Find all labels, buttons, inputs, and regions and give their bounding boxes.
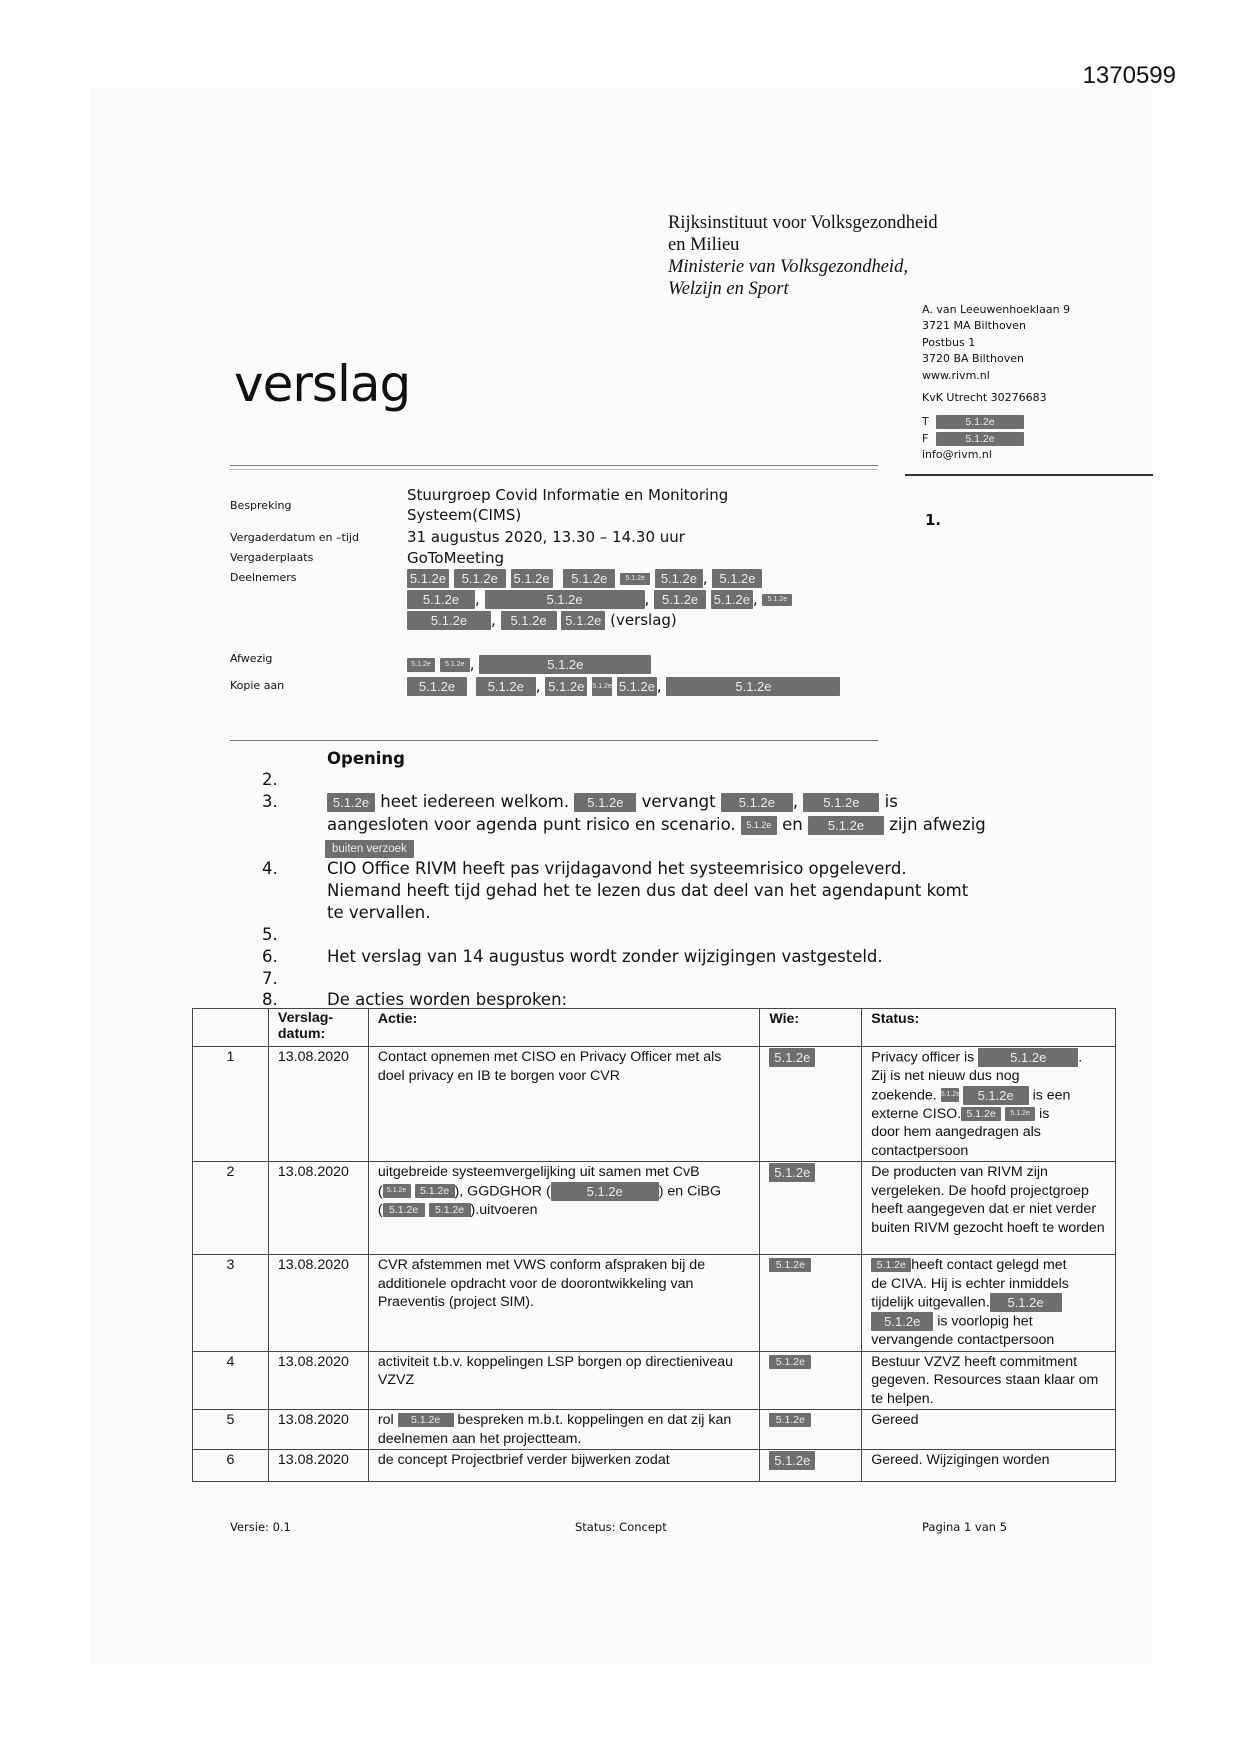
redaction-box: 5.1.2e bbox=[383, 1184, 411, 1198]
address-block bbox=[922, 302, 1070, 464]
kopie-label: Kopie aan bbox=[230, 679, 285, 692]
item-8-number: 8. bbox=[262, 990, 278, 1009]
row-datum: 13.08.2020 bbox=[268, 1162, 368, 1255]
address-postbus: Postbus 1 bbox=[922, 335, 976, 349]
org-line-4: Welzijn en Sport bbox=[668, 279, 789, 299]
table-row bbox=[193, 1351, 1116, 1410]
document-id: 1370599 bbox=[1082, 62, 1176, 89]
redaction-box: 5.1.2e bbox=[711, 590, 753, 609]
redaction-box: 5.1.2e bbox=[479, 655, 651, 674]
redaction-box: 5.1.2e bbox=[871, 1258, 911, 1272]
redaction-box: 5.1.2e bbox=[666, 677, 840, 696]
item-8-text: De acties worden besproken: bbox=[327, 990, 568, 1009]
row-wie bbox=[760, 1255, 862, 1352]
row-actie: de concept Projectbrief verder bijwerken zodat bbox=[368, 1450, 759, 1482]
organization-block bbox=[668, 212, 938, 300]
redaction-box: 5.1.2e bbox=[407, 658, 435, 672]
address-kvk: KvK Utrecht 30276683 bbox=[922, 391, 1047, 405]
address-postcode: 3721 MA Bilthoven bbox=[922, 319, 1026, 333]
redaction-box: 5.1.2e bbox=[327, 793, 375, 812]
afwezig-label: Afwezig bbox=[230, 652, 273, 665]
header-rule-left bbox=[230, 465, 878, 466]
row-actie: rol 5.1.2e bespreken m.b.t. koppelingen en dat zij kan deelnemen aan het projectteam. bbox=[368, 1410, 759, 1450]
address-phone: T 5.1.2e bbox=[922, 414, 1070, 430]
meta-bottom-rule bbox=[230, 740, 878, 741]
redaction-box: 5.1.2e bbox=[936, 432, 1024, 446]
bespreking-value: Stuurgroep Covid Informatie en Monitoring Systeem(CIMS) bbox=[407, 486, 729, 524]
redaction-box: 5.1.2e bbox=[769, 1413, 811, 1427]
plaats-value: GoToMeeting bbox=[407, 549, 505, 567]
row-status: 5.1.2e heeft contact gelegd met de CIVA. Hij is echter inmiddels tijdelijk uitgevallen. 5.1.2e 5.1.2e is voorlopig het vervangende contactpersoon bbox=[862, 1255, 1116, 1352]
redaction-box: 5.1.2e bbox=[415, 1184, 455, 1198]
table-row bbox=[193, 1162, 1116, 1255]
redaction-box: 5.1.2e bbox=[618, 679, 655, 694]
item-number: 1. bbox=[925, 511, 942, 529]
row-status: Bestuur VZVZ heeft commitment gegeven. Resources staan klaar om te helpen. bbox=[862, 1351, 1116, 1410]
row-wie bbox=[760, 1351, 862, 1410]
datum-value: 31 augustus 2020, 13.30 – 14.30 uur bbox=[407, 528, 685, 546]
redaction-box: 5.1.2e bbox=[654, 590, 706, 609]
row-actie: uitgebreide systeemvergelijking uit samen met CvB ( 5.1.2e 5.1.2e ), GGDGHOR ( 5.1.2e ) en CiBG ( 5.1.2e 5.1.2e ).uitvoeren bbox=[368, 1162, 759, 1255]
redaction-box: 5.1.2e bbox=[383, 1203, 425, 1217]
redaction-box: 5.1.2e bbox=[563, 569, 615, 588]
item-3-number: 3. bbox=[262, 792, 278, 811]
redaction-box: 5.1.2e bbox=[429, 1203, 471, 1217]
redaction-box: 5.1.2e bbox=[407, 590, 475, 609]
redaction-box: 5.1.2e bbox=[769, 1048, 815, 1067]
org-line-1: Rijksinstituut voor Volksgezondheid bbox=[668, 213, 938, 233]
redaction-box: 5.1.2e bbox=[769, 1163, 815, 1182]
bespreking-label: Bespreking bbox=[230, 499, 292, 512]
redaction-box: 5.1.2e bbox=[407, 611, 491, 630]
row-actie: CVR afstemmen met VWS conform afspraken bij de additionele opdracht voor de doorontwikkeling van Praeventis (project SIM). bbox=[368, 1255, 759, 1352]
row-status: Gereed bbox=[862, 1410, 1116, 1450]
redaction-box: 5.1.2e bbox=[620, 573, 650, 585]
redaction-box: 5.1.2e bbox=[769, 1258, 811, 1272]
redaction-box: 5.1.2e bbox=[1005, 1107, 1035, 1121]
deelnemers-value: 5.1.2e 5.1.2e 5.1.2e 5.1.2e 5.1.2e 5.1.2e , 5.1.2e 5.1.2e , 5.1.2e , 5.1.2e 5.1.2e , 5.1.2e 5.1.2e , 5.1.2e 5.1.2e (verslag) bbox=[407, 568, 847, 631]
redaction-box: 5.1.2e bbox=[551, 1182, 659, 1201]
row-nr: 4 bbox=[193, 1351, 269, 1410]
redaction-box: 5.1.2e bbox=[936, 415, 1024, 429]
table-row bbox=[193, 1450, 1116, 1482]
address-postcode-2: 3720 BA Bilthoven bbox=[922, 352, 1024, 366]
redaction-box: 5.1.2e bbox=[741, 816, 777, 835]
row-wie bbox=[760, 1450, 862, 1482]
redaction-box: 5.1.2e bbox=[511, 569, 553, 588]
address-fax: F 5.1.2e bbox=[922, 431, 1070, 447]
redaction-box: 5.1.2e bbox=[501, 611, 557, 630]
header-nr bbox=[193, 1009, 269, 1047]
row-actie: activiteit t.b.v. koppelingen LSP borgen op directieniveau VZVZ bbox=[368, 1351, 759, 1410]
row-wie bbox=[760, 1410, 862, 1450]
redaction-box: 5.1.2e bbox=[941, 1088, 959, 1102]
redaction-box: 5.1.2e bbox=[592, 677, 612, 696]
redaction-box: 5.1.2e bbox=[440, 658, 470, 672]
table-row bbox=[193, 1410, 1116, 1450]
address-web: www.rivm.nl bbox=[922, 368, 990, 382]
header-datum: Verslag-datum: bbox=[268, 1009, 368, 1047]
redaction-box: 5.1.2e bbox=[808, 816, 884, 835]
redaction-box: 5.1.2e bbox=[721, 793, 793, 812]
row-datum: 13.08.2020 bbox=[268, 1410, 368, 1450]
row-datum: 13.08.2020 bbox=[268, 1047, 368, 1162]
header-status: Status: bbox=[862, 1009, 1116, 1047]
item-7-number: 7. bbox=[262, 969, 278, 988]
redaction-box: 5.1.2e bbox=[545, 677, 587, 696]
row-nr: 2 bbox=[193, 1162, 269, 1255]
kopie-value: 5.1.2e 5.1.2e , 5.1.2e 5.1.2e 5.1.2e , 5.1.2e bbox=[407, 676, 840, 696]
redaction-box: 5.1.2e bbox=[978, 1048, 1078, 1067]
address-email: info@rivm.nl bbox=[922, 448, 992, 462]
deelnemers-label: Deelnemers bbox=[230, 571, 297, 584]
row-nr: 1 bbox=[193, 1047, 269, 1162]
plaats-label: Vergaderplaats bbox=[230, 551, 314, 564]
row-datum: 13.08.2020 bbox=[268, 1255, 368, 1352]
footer-versie: Versie: 0.1 bbox=[230, 1520, 291, 1534]
address-street: A. van Leeuwenhoeklaan 9 bbox=[922, 303, 1071, 316]
row-status: De producten van RIVM zijn vergeleken. De hoofd projectgroep heeft aangegeven dat er niet verder buiten RIVM gezocht hoeft te worden bbox=[862, 1162, 1116, 1255]
item-4-text: CIO Office RIVM heeft pas vrijdagavond het systeemrisico opgeleverd. Niemand heeft tijd gehad het te lezen dus dat deel van het agendapunt komt te vervallen. bbox=[327, 859, 969, 922]
row-actie: Contact opnemen met CISO en Privacy Officer met als doel privacy en IB te borgen voor CVR bbox=[368, 1047, 759, 1162]
row-nr: 3 bbox=[193, 1255, 269, 1352]
item-6-number: 6. bbox=[262, 947, 278, 966]
footer-pagina: Pagina 1 van 5 bbox=[922, 1520, 1008, 1534]
redaction-box: 5.1.2e bbox=[407, 677, 467, 696]
item-3-line-2: aangesloten voor agenda punt risico en scenario. 5.1.2e en 5.1.2e zijn afwezig bbox=[327, 815, 986, 834]
actions-table bbox=[192, 1008, 1116, 1482]
redaction-box: 5.1.2e bbox=[769, 1355, 811, 1369]
row-wie bbox=[760, 1047, 862, 1162]
row-wie bbox=[760, 1162, 862, 1255]
header-rule-left-2 bbox=[230, 469, 878, 470]
afwezig-value: 5.1.2e 5.1.2e , 5.1.2e bbox=[407, 654, 651, 674]
item-6-text: Het verslag van 14 augustus wordt zonder wijzigingen vastgesteld. bbox=[327, 947, 883, 966]
redaction-box: 5.1.2e bbox=[990, 1293, 1062, 1312]
datum-label: Vergaderdatum en –tijd bbox=[230, 531, 359, 544]
table-header-row bbox=[193, 1009, 1116, 1047]
redaction-box: 5.1.2e bbox=[407, 569, 449, 588]
buiten-verzoek-badge bbox=[325, 838, 414, 858]
redaction-box: 5.1.2e bbox=[485, 590, 645, 609]
redaction-box: 5.1.2e bbox=[803, 793, 879, 812]
org-line-2: en Milieu bbox=[668, 235, 740, 255]
redaction-box: 5.1.2e bbox=[476, 677, 536, 696]
redaction-box: 5.1.2e bbox=[762, 594, 792, 606]
redaction-box: 5.1.2e bbox=[574, 793, 636, 812]
section-opening: Opening bbox=[327, 749, 405, 768]
redaction-box: 5.1.2e bbox=[871, 1312, 933, 1331]
item-4-number: 4. bbox=[262, 859, 278, 878]
redaction-box: 5.1.2e bbox=[454, 569, 506, 588]
header-wie: Wie: bbox=[760, 1009, 862, 1047]
item-2-number: 2. bbox=[262, 770, 278, 789]
redaction-box: 5.1.2e bbox=[769, 1451, 815, 1470]
redaction-box: 5.1.2e bbox=[561, 611, 605, 630]
redaction-box: 5.1.2e bbox=[655, 569, 703, 588]
row-datum: 13.08.2020 bbox=[268, 1450, 368, 1482]
footer-status: Status: Concept bbox=[575, 1520, 667, 1534]
table-row bbox=[193, 1255, 1116, 1352]
document-title: verslag bbox=[234, 355, 411, 413]
item-5-number: 5. bbox=[262, 925, 278, 944]
row-status: Privacy officer is 5.1.2e . Zij is net nieuw dus nog zoekende. 5.1.2e 5.1.2e is een externe CISO. 5.1.2e 5.1.2e is door hem aangedragen als contactpersoon bbox=[862, 1047, 1116, 1162]
redaction-box: 5.1.2e bbox=[398, 1413, 454, 1427]
table-row bbox=[193, 1047, 1116, 1162]
item-3-line-1: 5.1.2e heet iedereen welkom. 5.1.2e vervangt 5.1.2e , 5.1.2e is bbox=[327, 791, 898, 813]
row-nr: 6 bbox=[193, 1450, 269, 1482]
row-nr: 5 bbox=[193, 1410, 269, 1450]
header-rule-right bbox=[905, 474, 1153, 476]
org-line-3: Ministerie van Volksgezondheid, bbox=[668, 257, 908, 277]
redaction-box: 5.1.2e bbox=[712, 569, 762, 588]
redaction-box: 5.1.2e bbox=[963, 1086, 1029, 1105]
redaction-box: buiten verzoek bbox=[325, 840, 414, 858]
row-datum: 13.08.2020 bbox=[268, 1351, 368, 1410]
header-actie: Actie: bbox=[368, 1009, 759, 1047]
row-status: Gereed. Wijzigingen worden bbox=[862, 1450, 1116, 1482]
redaction-box: 5.1.2e bbox=[961, 1107, 1001, 1121]
